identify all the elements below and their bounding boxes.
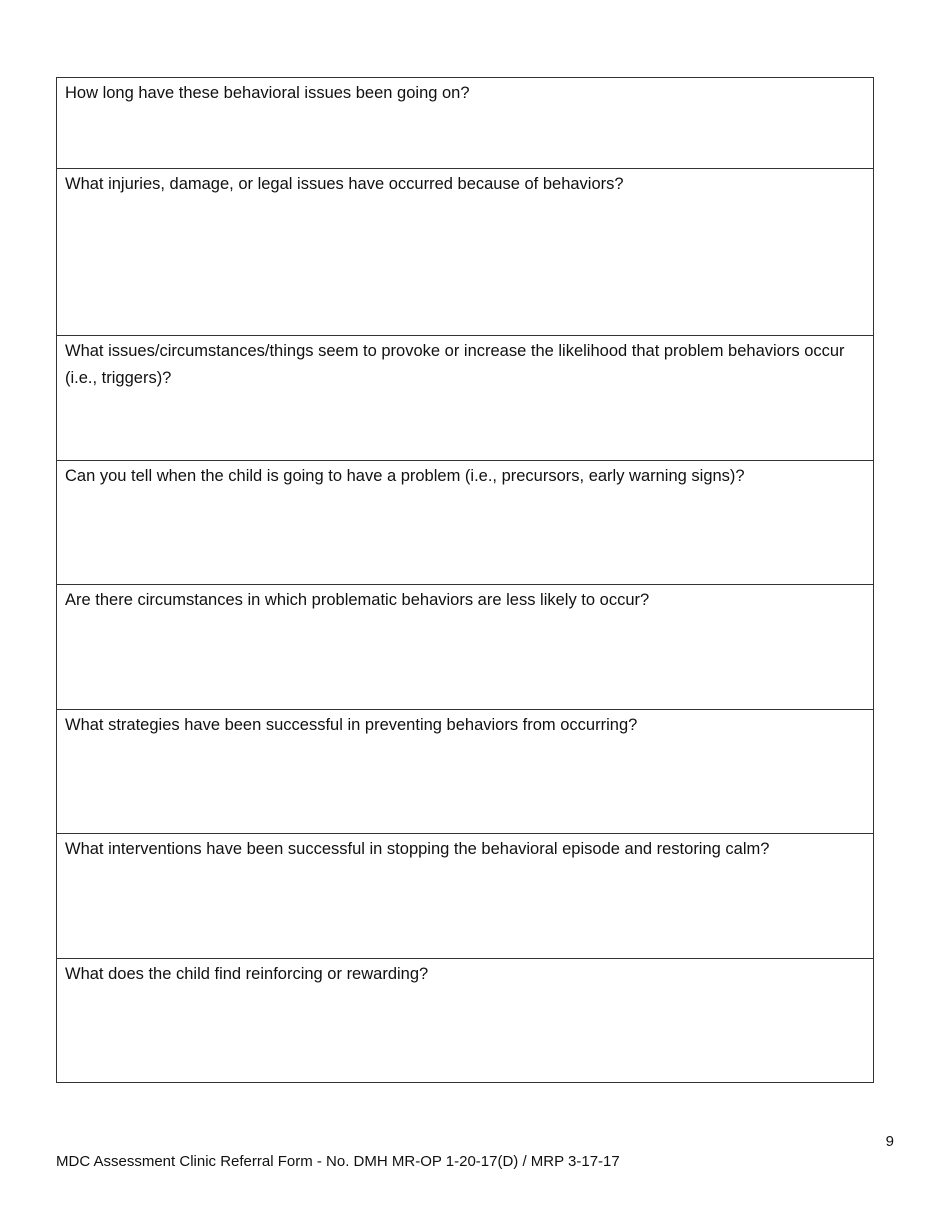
question-label-reinforcers: What does the child find reinforcing or rewarding? xyxy=(65,965,429,983)
question-label-injuries: What injuries, damage, or legal issues have occurred because of behaviors? xyxy=(65,175,624,193)
question-label-precursors: Can you tell when the child is going to have a problem (i.e., precursors, early warning signs)? xyxy=(65,467,745,485)
question-row-duration[interactable] xyxy=(57,78,873,169)
questionnaire-table xyxy=(56,77,874,1083)
question-row-less-likely[interactable] xyxy=(57,585,873,710)
question-label-prevention-strategies: What strategies have been successful in preventing behaviors from occurring? xyxy=(65,716,638,734)
question-label-less-likely: Are there circumstances in which problematic behaviors are less likely to occur? xyxy=(65,591,650,609)
page-number: 9 xyxy=(885,1133,894,1150)
question-row-prevention-strategies[interactable] xyxy=(57,710,873,834)
question-row-reinforcers[interactable] xyxy=(57,959,873,1082)
form-footer: MDC Assessment Clinic Referral Form - No. DMH MR-OP 1-20-17(D) / MRP 3-17-17 xyxy=(56,1153,620,1170)
question-label-duration: How long have these behavioral issues been going on? xyxy=(65,84,470,102)
question-row-precursors[interactable] xyxy=(57,461,873,585)
question-label-triggers: What issues/circumstances/things seem to provoke or increase the likelihood that problem behaviors occur (i.e., triggers)? xyxy=(65,342,845,387)
question-row-triggers[interactable] xyxy=(57,336,873,461)
question-row-interventions[interactable] xyxy=(57,834,873,959)
question-label-interventions: What interventions have been successful in stopping the behavioral episode and restoring calm? xyxy=(65,840,770,858)
question-row-injuries[interactable] xyxy=(57,169,873,336)
